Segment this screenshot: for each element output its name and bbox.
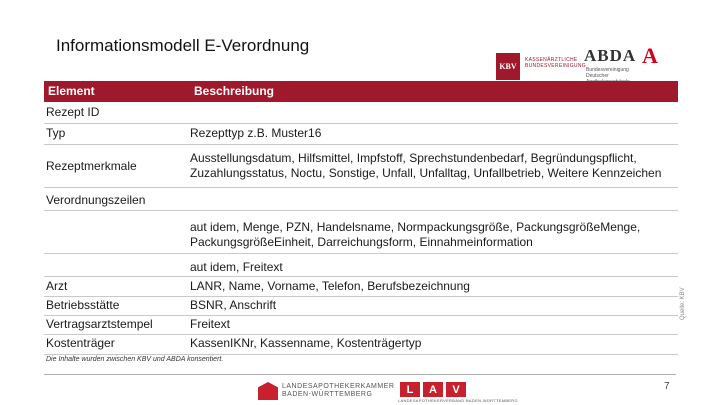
bottom-divider	[44, 374, 676, 375]
slide-title: Informationsmodell E-Verordnung	[56, 36, 310, 55]
kbv-logo-text: KASSENÄRZTLICHE BUNDESVEREINIGUNG	[525, 57, 586, 69]
table-row	[44, 297, 678, 316]
row-description: LANR, Name, Vorname, Telefon, Berufsbezeichnung	[190, 279, 470, 293]
header-element: Element	[48, 84, 95, 98]
row-element: Typ	[46, 126, 66, 140]
table-row	[44, 254, 678, 277]
table-row	[44, 211, 678, 254]
lav-logo: L A V	[400, 382, 466, 397]
footnote: Die Inhalte wurden zwischen KBV und ABDA konsentiert.	[46, 356, 224, 363]
row-element: Kostenträger	[46, 336, 115, 350]
source-note: Quelle: KBV	[680, 287, 686, 320]
lak-logo-text: LANDESAPOTHEKERKAMMER BADEN-WÜRTTEMBERG	[282, 383, 395, 398]
header-beschreibung: Beschreibung	[194, 84, 275, 98]
row-element: Verordnungszeilen	[46, 193, 146, 207]
table-row	[44, 145, 678, 188]
row-element: Rezept ID	[46, 105, 100, 119]
row-description: aut idem, Menge, PZN, Handelsname, Normpackungsgröße, PackungsgrößeMenge, PackungsgrößeEinheit, Darreichungsform, Einnahmeinformation	[190, 220, 641, 249]
row-description: aut idem, Freitext	[190, 260, 283, 274]
abda-logo-subtitle: Bundesvereinigung Deutscher	[586, 67, 629, 79]
table-row	[44, 335, 678, 355]
table-row	[44, 316, 678, 335]
row-description: Rezepttyp z.B. Muster16	[190, 126, 322, 140]
row-element: Vertragsarztstempel	[46, 317, 153, 331]
row-description: Ausstellungsdatum, Hilfsmittel, Impfstoff, Sprechstundenbedarf, Begründungspflicht, Zuzahlungsstatus, Noctu, Sonstige, Unfall, Unfalltag, Unfallbetrieb, Weitere Kennzeichen	[190, 151, 662, 180]
lav-logo-subtitle: LANDESAPOTHEKERVERBAND BADEN-WÜRTTEMBERG	[398, 398, 518, 403]
row-element: Rezeptmerkmale	[46, 159, 137, 173]
row-element: Arzt	[46, 279, 68, 293]
table-row	[44, 188, 678, 211]
table-header	[44, 81, 678, 102]
row-description: KassenIKNr, Kassenname, Kostenträgertyp	[190, 336, 422, 350]
row-element: Betriebsstätte	[46, 298, 120, 312]
page-number: 7	[664, 381, 670, 392]
apotheke-a-icon: A	[642, 43, 658, 68]
row-description: Freitext	[190, 317, 231, 331]
row-description: BSNR, Anschrift	[190, 298, 277, 312]
table-row	[44, 124, 678, 145]
table-row	[44, 277, 678, 297]
kbv-logo: KBV	[496, 53, 520, 80]
abda-logo: ABDA	[584, 46, 637, 65]
table-row	[44, 103, 678, 124]
lak-logo-icon	[258, 382, 278, 400]
